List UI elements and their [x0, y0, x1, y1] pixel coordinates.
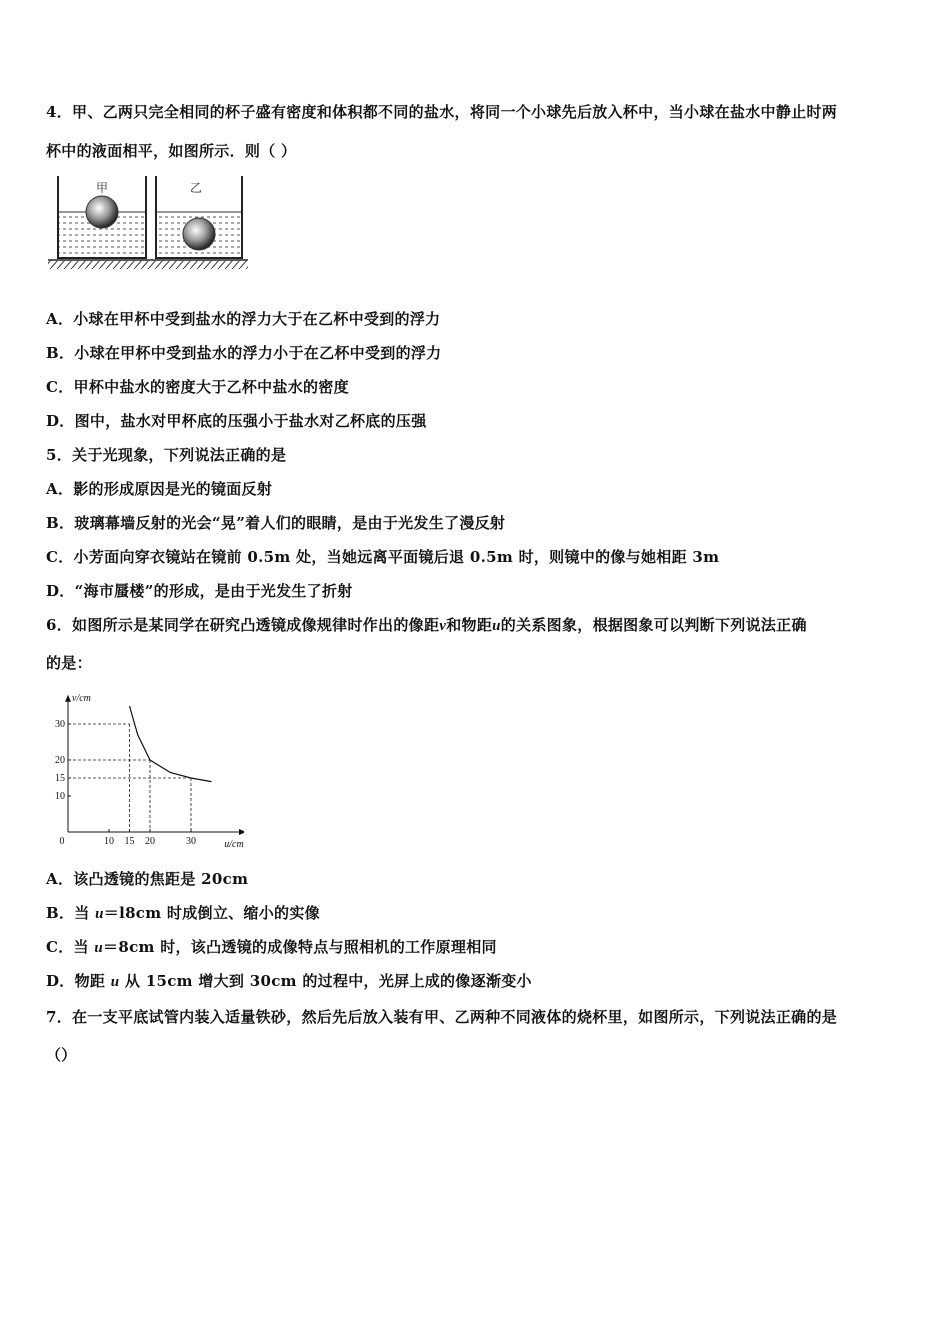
- data-curve: [130, 706, 212, 782]
- q6-option-d-var: u: [110, 974, 120, 990]
- q6-option-c: [46, 936, 497, 957]
- q6-option-c-post: ＝8cm 时，该凸透镜的成像特点与照相机的工作原理相同: [103, 938, 497, 956]
- x-axis-arrow: [239, 829, 244, 835]
- x-tick-label-0: 0: [59, 836, 65, 847]
- q6-option-b-var: u: [95, 906, 104, 922]
- q4-option-a: A．小球在甲杯中受到盐水的浮力大于在乙杯中受到的浮力: [46, 310, 441, 328]
- y-tick-label-10: 10: [55, 791, 65, 802]
- x-tick-label-30: 30: [186, 836, 196, 847]
- label-jia: 甲: [95, 181, 109, 195]
- q5-option-b: B．玻璃幕墙反射的光会“晃”着人们的眼睛，是由于光发生了漫反射: [46, 514, 506, 532]
- q6-option-d: [46, 970, 532, 991]
- y-axis-label: v/cm: [72, 692, 91, 704]
- x-tick-label-15: 15: [124, 836, 135, 847]
- q4-option-c: C．甲杯中盐水的密度大于乙杯中盐水的密度: [46, 378, 349, 396]
- q6-stem-line-2: 的是：: [46, 654, 92, 672]
- x-tick-label-20: 20: [145, 836, 155, 847]
- q6-stem-part-2: 和物距: [446, 616, 493, 634]
- q5-option-c: C．小芳面向穿衣镜站在镜前 0.5m 处，当她远离平面镜后退 0.5m 时，则镜中的像与她相距 3m: [46, 548, 720, 566]
- q6-option-d-pre: D．物距: [46, 972, 111, 990]
- q7-stem-line-2: （）: [46, 1046, 77, 1064]
- y-tick-label-20: 20: [55, 755, 65, 766]
- y-tick-label-30: 30: [55, 719, 65, 730]
- q6-option-d-post: 从 15cm 增大到 30cm 的过程中，光屏上成的像逐渐变小: [119, 972, 532, 990]
- q7-stem-line-1: 7．在一支平底试管内装入适量铁砂，然后先后放入装有甲、乙两种不同液体的烧杯里，如图所示，下列说法正确的是: [46, 1008, 838, 1026]
- q6-stem-line-1: [46, 614, 916, 635]
- q6-option-b-pre: B．当: [46, 904, 96, 922]
- q6-stem-part-1: 6．如图所示是某同学在研究凸透镜成像规律时作出的像距: [46, 616, 440, 634]
- q4-stem-line-2: 杯中的液面相平，如图所示．则（ ）: [46, 142, 297, 160]
- q6-var-v: v: [439, 618, 447, 634]
- y-axis-arrow: [65, 695, 71, 702]
- q4-option-d: D．图中，盐水对甲杯底的压强小于盐水对乙杯底的压强: [46, 412, 427, 430]
- q5-stem: 5．关于光现象，下列说法正确的是: [46, 446, 287, 464]
- q5-option-d: D．“海市蜃楼”的形成，是由于光发生了折射: [46, 582, 353, 600]
- y-tick-label-15: 15: [55, 773, 65, 784]
- q6-option-a: A．该凸透镜的焦距是 20cm: [46, 870, 249, 888]
- q4-cups-figure: [44, 172, 254, 272]
- ball-in-yi: [183, 218, 215, 250]
- q6-var-u: u: [492, 618, 501, 634]
- q4-stem-line-1: 4．甲、乙两只完全相同的杯子盛有密度和体积都不同的盐水，将同一个小球先后放入杯中，当小球在盐水中静止时两: [46, 103, 838, 121]
- ball-in-jia: [86, 196, 118, 228]
- ground-hatch: [48, 261, 248, 269]
- q6-option-b: [46, 902, 320, 923]
- x-tick-label-10: 10: [104, 836, 114, 847]
- q5-option-a: A．影的形成原因是光的镜面反射: [46, 480, 273, 498]
- q6-option-b-post: ＝l8cm 时成倒立、缩小的实像: [103, 904, 320, 922]
- label-yi: 乙: [189, 181, 203, 195]
- x-axis-label: u/cm: [224, 839, 244, 850]
- q4-option-b: B．小球在甲杯中受到盐水的浮力小于在乙杯中受到的浮力: [46, 344, 442, 362]
- q6-option-c-var: u: [94, 940, 104, 956]
- q6-image-distance-chart: [44, 680, 244, 850]
- q6-option-c-pre: C．当: [46, 938, 95, 956]
- q6-stem-part-3: 的关系图象，根据图象可以判断下列说法正确: [500, 616, 807, 634]
